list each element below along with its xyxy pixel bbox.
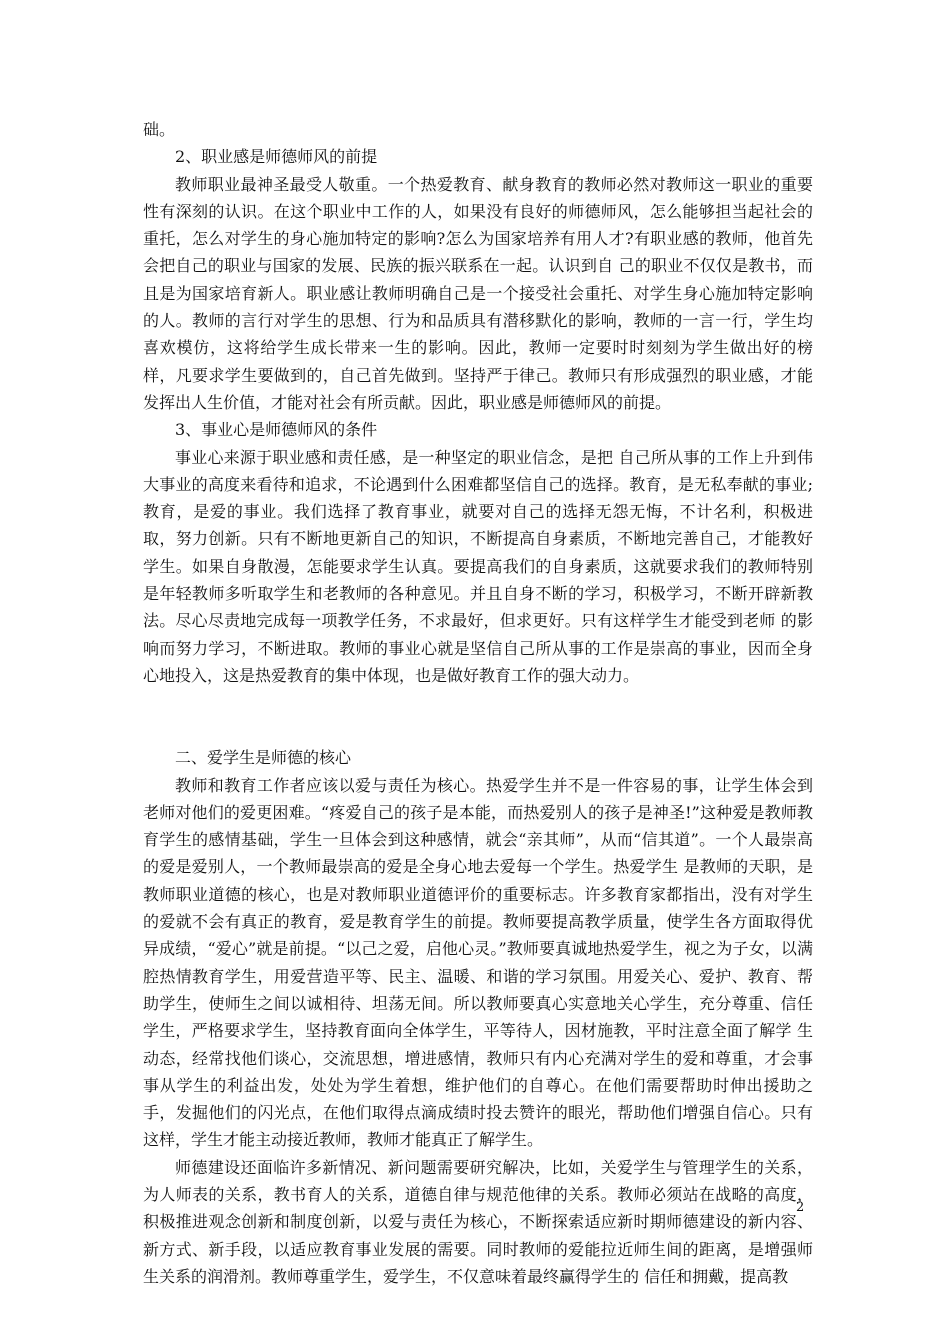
section-heading-dedication: 3、事业心是师德师风的条件	[175, 420, 378, 440]
page-number: 2	[796, 1200, 805, 1215]
paragraph-ethics-construction: 师德建设还面临许多新情况、新问题需要研究解决，比如，关爱学生与管理学生的关系，为人师表的关系，教书育人的关系，道德自律与规范他律的关系。教师必须站在战略的高度，积极推进观念创新和制度创新，以爱与责任为核心，不断探索适应新时期师德建设的新内容、新方式、新手段，以适应教育事业发展的需要。同时教师的爱能拉近师生间的距离，是增强师生关系的润滑剂。教师尊重学生，爱学生，不仅意味着最终赢得学生的 信任和拥戴，提高教	[143, 1157, 813, 1286]
section-heading-love-students: 二、爱学生是师德的核心	[175, 748, 352, 768]
paragraph-dedication: 事业心来源于职业感和责任感，是一种坚定的职业信念，是把 自己所从事的工作上升到伟大事业的高度来看待和追求，不论遇到什么困难都坚信自己的选择。教育，是无私奉献的事业;教育，是爱的事业。我们选择了教育事业，就要对自己的选择无怨无悔，不计名利，积极进取，努力创新。只有不断地更新自己的知识，不断提高自身素质，不断地完善自己，才能教好学生。如果自身散漫，怎能要求学生认真。要提高我们的自身素质，这就要求我们的教师特别是年轻教师多听取学生和老教师的各种意见。并且自身不断的学习，积极学习，不断开辟新教法。尽心尽责地完成每一项教学任务，不求最好，但求更好。只有这样学生才能受到老师 的影响而努力学习，不断进取。教师的事业心就是坚信自己所从事的工作是崇高的事业，因而全身心地投入，这是热爱教育的集中体现，也是做好教育工作的强大动力。	[143, 447, 813, 685]
paragraph-love-students: 教师和教育工作者应该以爱与责任为核心。热爱学生并不是一件容易的事，让学生体会到老师对他们的爱更困难。“疼爱自己的孩子是本能，而热爱别人的孩子是神圣!”这种爱是教师教育学生的感情基础，学生一旦体会到这种感情，就会“亲其师”，从而“信其道”。一个人最崇高的爱是爱别人，一个教师最崇高的爱是全身心地去爱每一个学生。热爱学生 是教师的天职，是教师职业道德的核心，也是对教师职业道德评价的重要标志。许多教育家都指出，没有对学生的爱就不会有真正的教育，爱是教育学生的前提。教师要提高教学质量，使学生各方面取得优异成绩，“爱心”就是前提。“以己之爱，启他心灵。”教师要真诚地热爱学生，视之为子女，以满腔热情教育学生，用爱营造平等、民主、温暖、和谐的学习氛围。用爱关心、爱护、教育、帮助学生，使师生之间以诚相待、坦荡无间。所以教师要真心实意地关心学生，充分尊重、信任学生，严格要求学生，坚持教育面向全体学生，平等待人，因材施教，平时注意全面了解学 生动态，经常找他们谈心，交流思想，增进感情，教师只有内心充满对学生的爱和尊重，才会事事从学生的利益出发，处处为学生着想，维护他们的自尊心。在他们需要帮助时伸出援助之手，发掘他们的闪光点，在他们取得点滴成绩时投去赞许的眼光，帮助他们增强自信心。只有这样，学生才能主动接近教师，教师才能真正了解学生。	[143, 775, 813, 1150]
paragraph-vocation: 教师职业最神圣最受人敬重。一个热爱教育、献身教育的教师必然对教师这一职业的重要性有深刻的认识。在这个职业中工作的人，如果没有良好的师德师风，怎么能够担当起社会的重托，怎么对学生的身心施加特定的影响?怎么为国家培养有用人才?有职业感的教师，他首先会把自己的职业与国家的发展、民族的振兴联系在一起。认识到自 己的职业不仅仅是教书，而且是为国家培育新人。职业感让教师明确自己是一个接受社会重托、对学生身心施加特定影响的人。教师的言行对学生的思想、行为和品质具有潜移默化的影响，教师的一言一行，学生均喜欢模仿，这将给学生成长带来一生的影响。因此，教师一定要时时刻刻为学生做出好的榜样，凡要求学生要做到的，自己首先做到。坚持严于律己。教师只有形成强烈的职业感，才能发挥出人生价值，才能对社会有所贡献。因此，职业感是师德师风的前提。	[143, 174, 813, 412]
continuation-text: 础。	[143, 120, 176, 139]
section-spacer	[143, 689, 813, 744]
section-heading-vocation: 2、职业感是师德师风的前提	[175, 147, 378, 167]
document-body	[143, 116, 813, 1290]
